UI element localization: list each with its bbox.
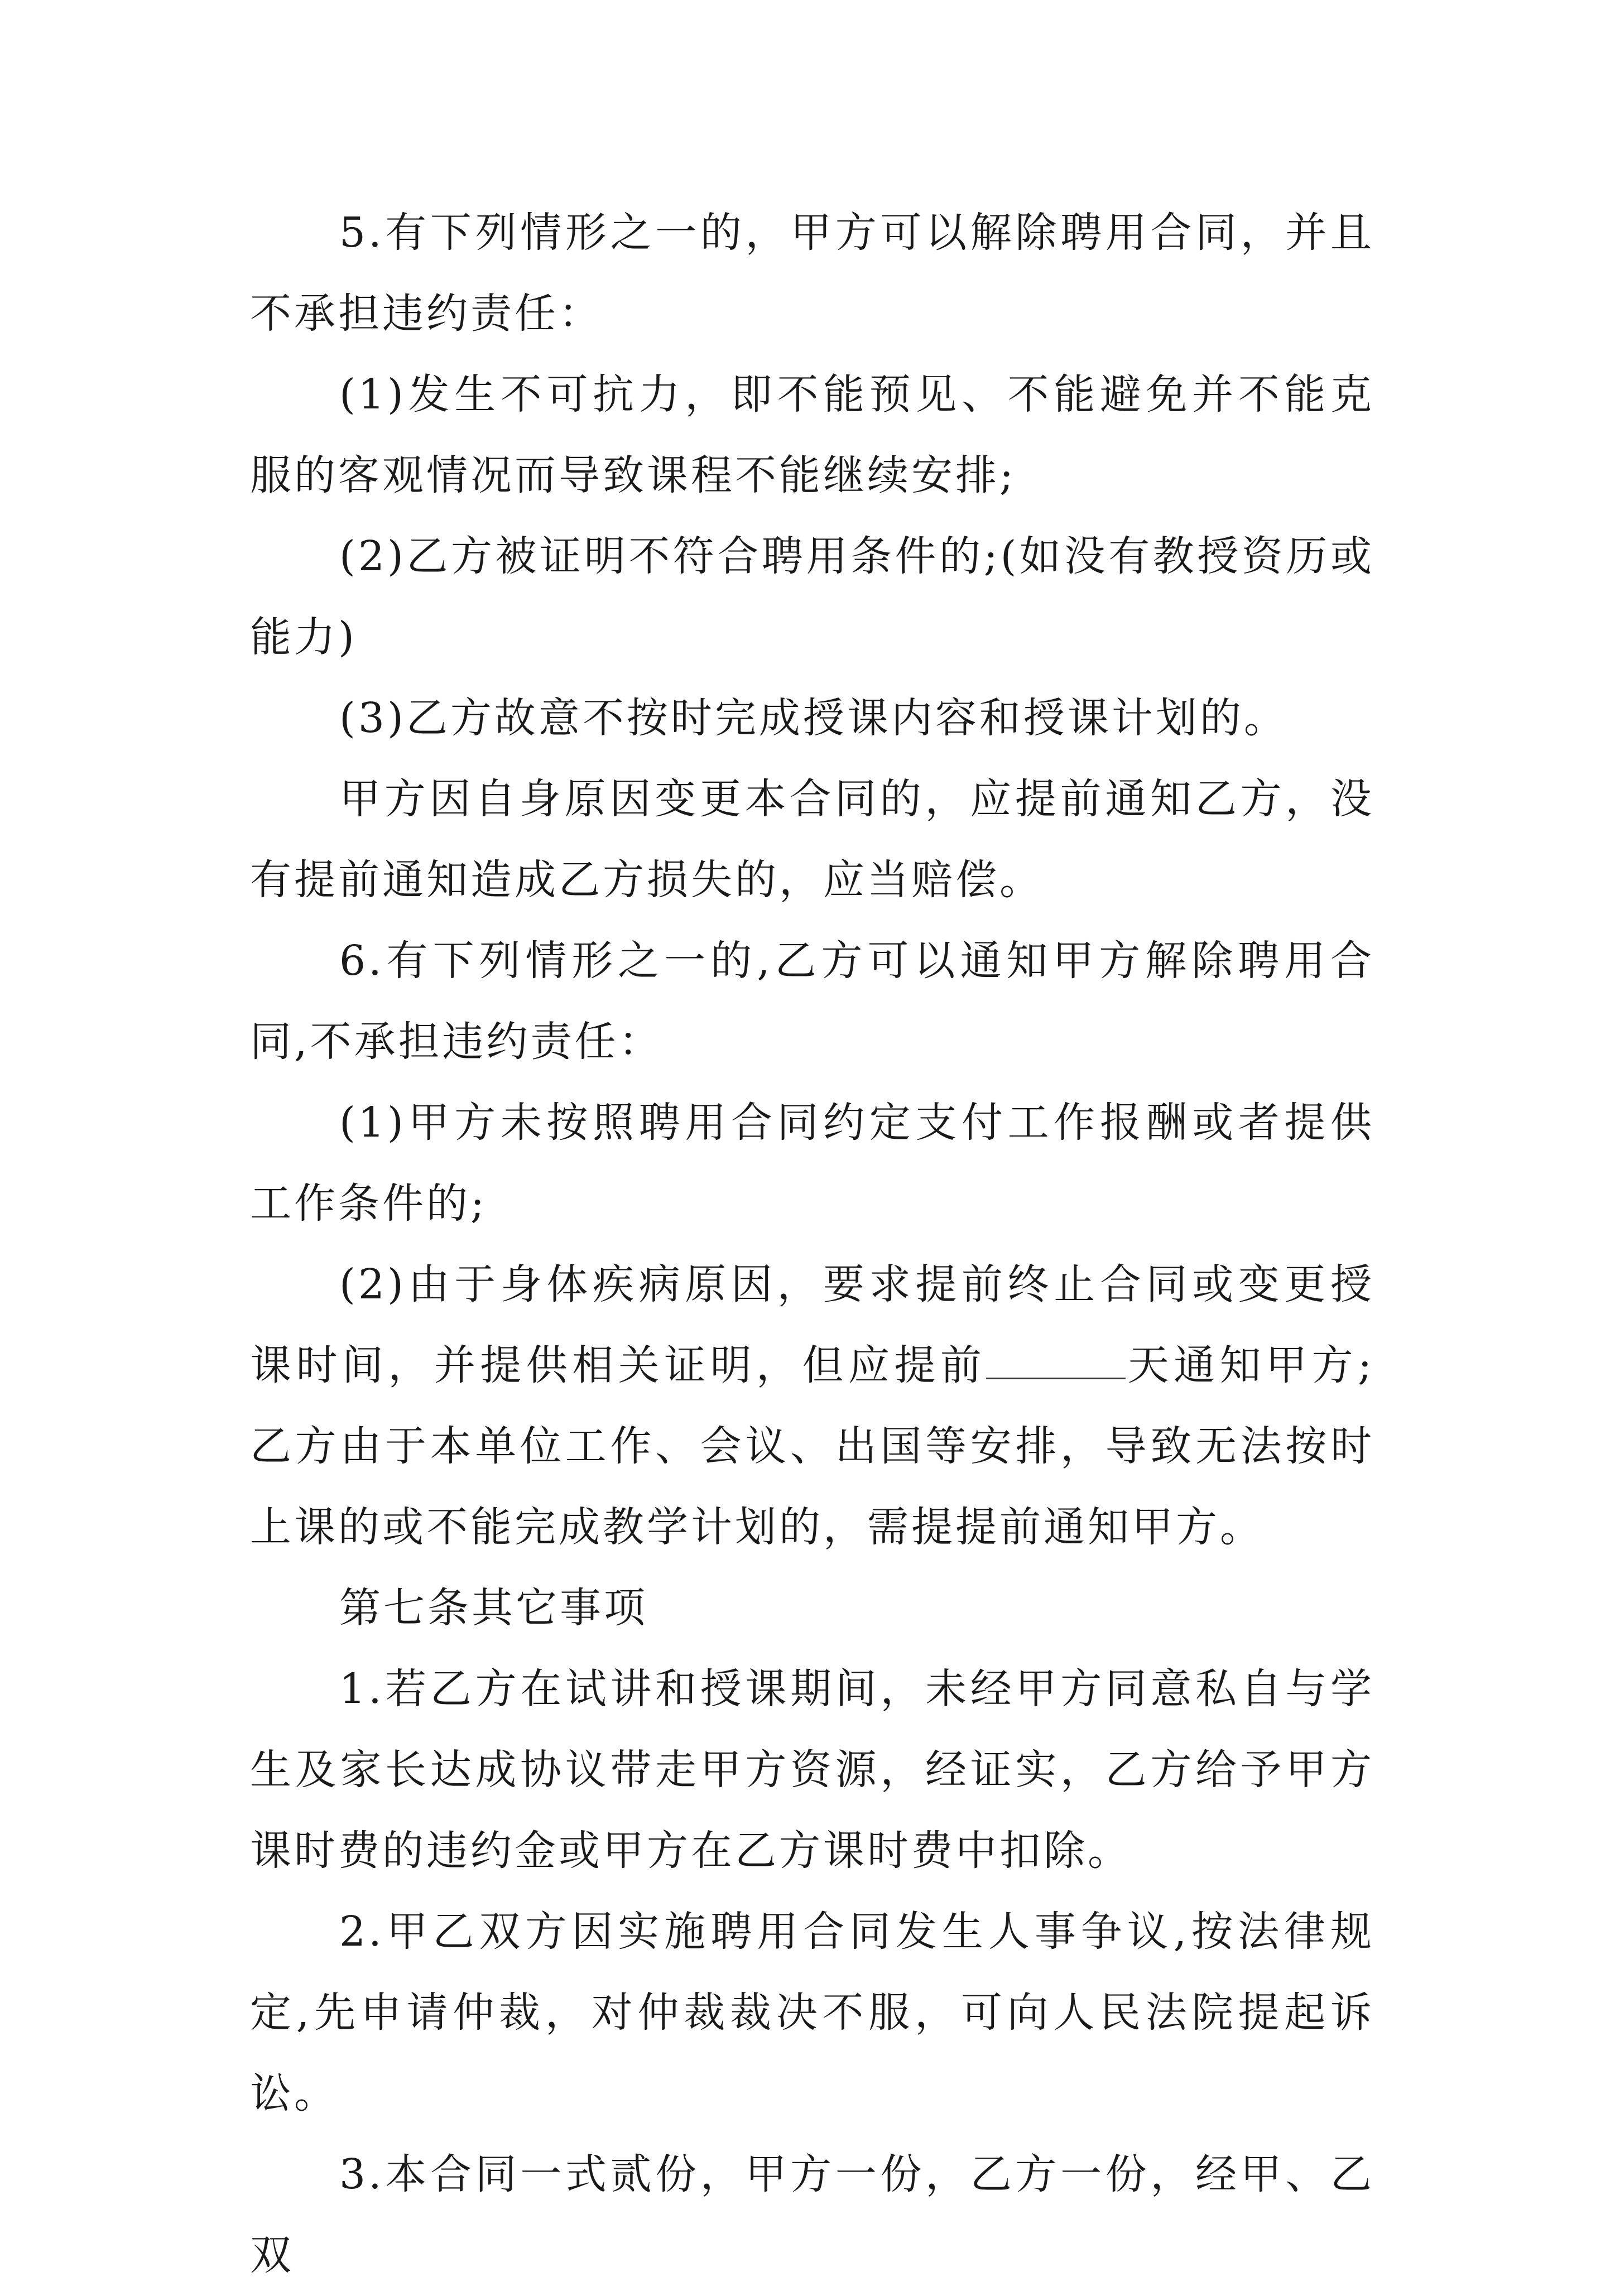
clause-6-item-2-text-before-blank: (2)由于身体疾病原因，要求提前终止合同或变更授课时间，并提供相关证明，但应提前: [250, 1260, 1374, 1389]
clause-6-item-2-text-after-blank: 天通知甲方;乙方由于本单位工作、会议、出国等安排，导致无法按时上课的或不能完成教学计划的，需提提前通知甲方。: [250, 1341, 1375, 1551]
paragraph-article-7-item-3: 3.本合同一式贰份，甲方一份，乙方一份，经甲、乙双: [250, 2150, 1374, 2279]
paragraph-party-a-change: 甲方因自身原因变更本合同的，应提前通知乙方，没有提前通知造成乙方损失的，应当赔偿。: [250, 775, 1374, 904]
paragraph-clause-6-item-1: (1)甲方未按照聘用合同约定支付工作报酬或者提供工作条件的;: [250, 1099, 1374, 1228]
paragraph-clause-6: 6.有下列情形之一的,乙方可以通知甲方解除聘用合同,不承担违约责任：: [250, 937, 1374, 1066]
paragraph-clause-5-item-2: (2)乙方被证明不符合聘用条件的;(如没有教授资历或能力): [250, 532, 1374, 661]
paragraph-article-7-item-2: 2.甲乙双方因实施聘用合同发生人事争议,按法律规定,先申请仲裁，对仲裁裁决不服，可向人民法院提起诉讼。: [250, 1908, 1374, 2117]
paragraph-article-7-item-1: 1.若乙方在试讲和授课期间，未经甲方同意私自与学生及家长达成协议带走甲方资源，经证实，乙方给予甲方课时费的违约金或甲方在乙方课时费中扣除。: [250, 1665, 1374, 1875]
paragraph-clause-5-item-3: (3)乙方故意不按时完成授课内容和授课计划的。: [339, 694, 1288, 742]
paragraph-clause-5-item-1: (1)发生不可抗力，即不能预见、不能避免并不能克服的客观情况而导致课程不能继续安排;: [250, 370, 1374, 499]
paragraph-clause-6-item-2: [250, 1244, 1374, 1568]
paragraph-clause-5: 5.有下列情形之一的，甲方可以解除聘用合同，并且不承担违约责任：: [250, 209, 1374, 338]
fill-in-blank-days: [986, 1342, 1126, 1379]
section-heading-article-7: 第七条其它事项: [339, 1584, 648, 1632]
document-body: [250, 192, 1374, 2296]
